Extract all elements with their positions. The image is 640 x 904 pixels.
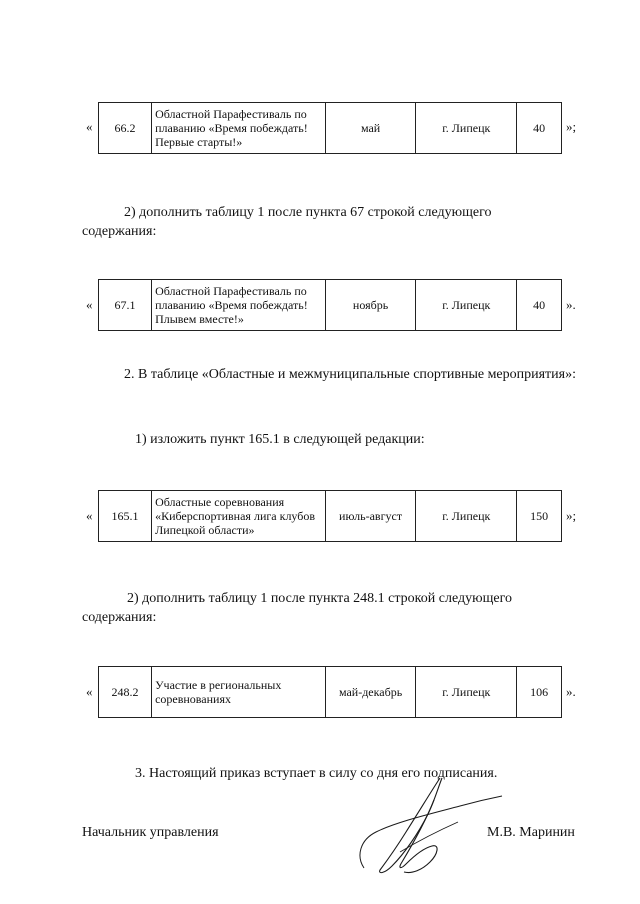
event-month: май-декабрь	[325, 667, 416, 718]
close-quote: »;	[566, 119, 577, 134]
schedule-table	[98, 666, 562, 718]
participant-count: 40	[517, 280, 562, 331]
close-quote: ».	[566, 297, 576, 312]
open-quote: «	[86, 684, 93, 699]
close-quote: »;	[566, 508, 577, 523]
close-quote: ».	[566, 684, 576, 699]
handwritten-signature	[340, 770, 510, 880]
signatory-name: М.В. Маринин	[487, 825, 575, 840]
event-name: Областной Парафестиваль по плаванию «Время побеждать! Плывем вместе!»	[152, 280, 326, 331]
paragraph-p3: 1) изложить пункт 165.1 в следующей редакции:	[135, 432, 425, 447]
event-name: Областные соревнования «Киберспортивная лига клубов Липецкой области»	[152, 491, 326, 542]
open-quote: «	[86, 508, 93, 523]
event-city: г. Липецк	[416, 280, 517, 331]
table-row	[99, 280, 562, 331]
event-city: г. Липецк	[416, 491, 517, 542]
open-quote: «	[86, 297, 93, 312]
event-month: июль-август	[325, 491, 416, 542]
table-row	[99, 103, 562, 154]
paragraph-p1: 2) дополнить таблицу 1 после пункта 67 строкой следующего содержания:	[82, 205, 492, 239]
paragraph-p2: 2. В таблице «Областные и межмуниципальные спортивные мероприятия»:	[124, 367, 576, 382]
event-name: Областной Парафестиваль по плаванию «Время побеждать! Первые старты!»	[152, 103, 326, 154]
participant-count: 40	[517, 103, 562, 154]
signatory-position: Начальник управления	[82, 825, 219, 840]
event-month: ноябрь	[325, 280, 416, 331]
event-name: Участие в региональных соревнованиях	[152, 667, 326, 718]
event-city: г. Липецк	[416, 103, 517, 154]
item-number: 67.1	[99, 280, 152, 331]
open-quote: «	[86, 119, 93, 134]
paragraph-p5: 3. Настоящий приказ вступает в силу со дня его подписания.	[135, 766, 498, 781]
schedule-table	[98, 102, 562, 154]
participant-count: 106	[517, 667, 562, 718]
item-number: 66.2	[99, 103, 152, 154]
participant-count: 150	[517, 491, 562, 542]
table-row	[99, 667, 562, 718]
paragraph-p4: 2) дополнить таблицу 1 после пункта 248.1 строкой следующего содержания:	[82, 591, 512, 625]
schedule-table	[98, 279, 562, 331]
event-city: г. Липецк	[416, 667, 517, 718]
item-number: 248.2	[99, 667, 152, 718]
item-number: 165.1	[99, 491, 152, 542]
event-month: май	[325, 103, 416, 154]
table-row	[99, 491, 562, 542]
schedule-table	[98, 490, 562, 542]
